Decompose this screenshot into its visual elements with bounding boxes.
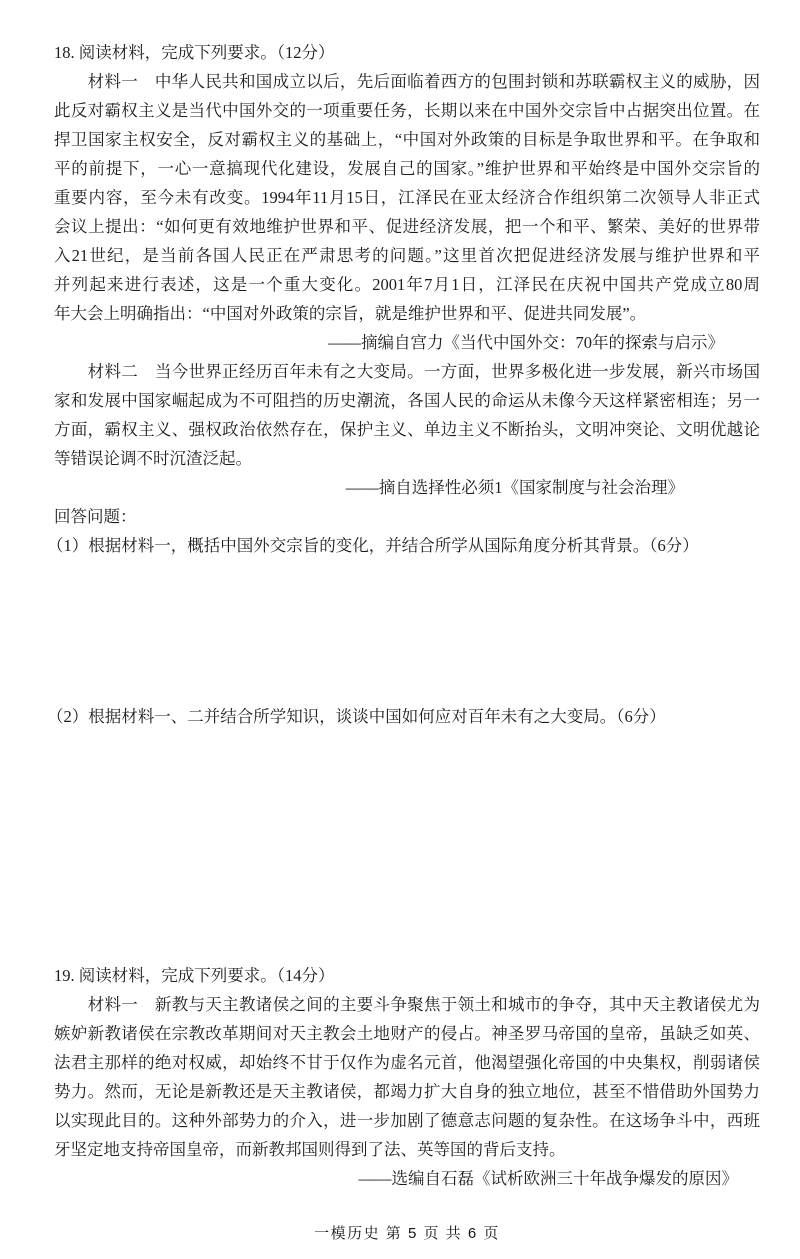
q18-material-1-paragraph (54, 67, 760, 328)
text-line: 以实现此目的。这种外部势力的介入，进一步加剧了德意志问题的复杂性。在这场争斗中，西班 (54, 1111, 760, 1130)
text-line: 势力。然而，无论是新教还是天主教诸侯，都竭力扩大自身的独立地位，甚至不惜借助外国势力 (54, 1082, 760, 1101)
text-line: 家和发展中国家崛起成为不可阻挡的历史潮流，各国人民的命运从未像今天这样紧密相连；另一 (54, 391, 760, 410)
text-line: 会议上提出：“如何更有效地维护世界和平、促进经济发展，把一个和平、繁荣、美好的世界带 (54, 217, 760, 236)
q18-sub-question-2: （2）根据材料一、二并结合所学知识，谈谈中国如何应对百年未有之大变局。（6分） (47, 707, 666, 726)
q18-sub-question-1: （1）根据材料一，概括中国外交宗旨的变化，并结合所学从国际角度分析其背景。（6分） (47, 536, 699, 555)
text-line: 年大会上明确指出：“中国对外政策的宗旨，就是维护世界和平、促进共同发展”。 (54, 304, 647, 323)
text-line: 重要内容，至今未有改变。1994年11月15日，江泽民在亚太经济合作组织第二次领导人非正式 (54, 188, 760, 207)
text-line: 法君主那样的绝对权威，却始终不甘于仅作为虚名元首，他渴望强化帝国的中央集权，削弱诸侯 (54, 1053, 760, 1072)
q18-material-2-paragraph (54, 357, 760, 473)
text-line: 等错误论调不时沉渣泛起。 (54, 449, 252, 468)
question-18-header: 18. 阅读材料，完成下列要求。（12分） (54, 43, 335, 62)
text-line: 牙坚定地支持帝国皇帝，而新教邦国则得到了法、英等国的背后支持。 (54, 1140, 566, 1159)
text-line: 入21世纪，是当前各国人民正在严肃思考的问题。”这里首次把促进经济发展与维护世界和平 (54, 246, 760, 265)
q18-answer-prompt: 回答问题： (54, 507, 137, 526)
text-line: 材料二 当今世界正经历百年未有之大变局。一方面，世界多极化进一步发展，新兴市场国 (54, 362, 760, 381)
q18-material-2-source: ——摘自选择性必须1《国家制度与社会治理》 (345, 478, 684, 497)
text-line: 平的前提下，一心一意搞现代化建设，发展自己的国家。”维护世界和平始终是中国外交宗旨的 (54, 159, 760, 178)
text-line: 嫉妒新教诸侯在宗教改革期间对天主教会土地财产的侵占。神圣罗马帝国的皇帝，虽缺乏如英、 (54, 1024, 760, 1043)
q19-material-1-source: ——选编自石磊《试析欧洲三十年战争爆发的原因》 (358, 1169, 738, 1188)
q18-material-1-source: ——摘编自宫力《当代中国外交：70年的探索与启示》 (328, 333, 724, 352)
q19-material-1-paragraph (54, 990, 760, 1164)
question-19-section (54, 961, 760, 1193)
q18-answer-space-2 (54, 731, 760, 961)
text-line: 并列起来进行表述，这是一个重大变化。2001年7月1日，江泽民在庆祝中国共产党成立80周 (54, 275, 760, 294)
text-line: 方面，霸权主义、强权政治依然存在，保护主义、单边主义不断抬头，文明冲突论、文明优越论 (54, 420, 760, 439)
text-line: 材料一 中华人民共和国成立以后，先后面临着西方的包围封锁和苏联霸权主义的威胁，因 (54, 72, 760, 91)
text-line: 此反对霸权主义是当代中国外交的一项重要任务，长期以来在中国外交宗旨中占据突出位置。在 (54, 101, 760, 120)
question-18-section (47, 38, 760, 961)
text-line: 捍卫国家主权安全，反对霸权主义的基础上，“中国对外政策的目标是争取世界和平。在争取和 (54, 130, 760, 149)
q18-answer-space-1 (54, 560, 760, 702)
page-footer (54, 1219, 760, 1248)
question-19-header: 19. 阅读材料，完成下列要求。（14分） (54, 966, 335, 985)
page-footer-text: 一模历史 第 5 页 共 6 页 (314, 1225, 500, 1242)
text-line: 材料一 新教与天主教诸侯之间的主要斗争聚焦于领土和城市的争夺，其中天主教诸侯尤为 (54, 995, 760, 1014)
